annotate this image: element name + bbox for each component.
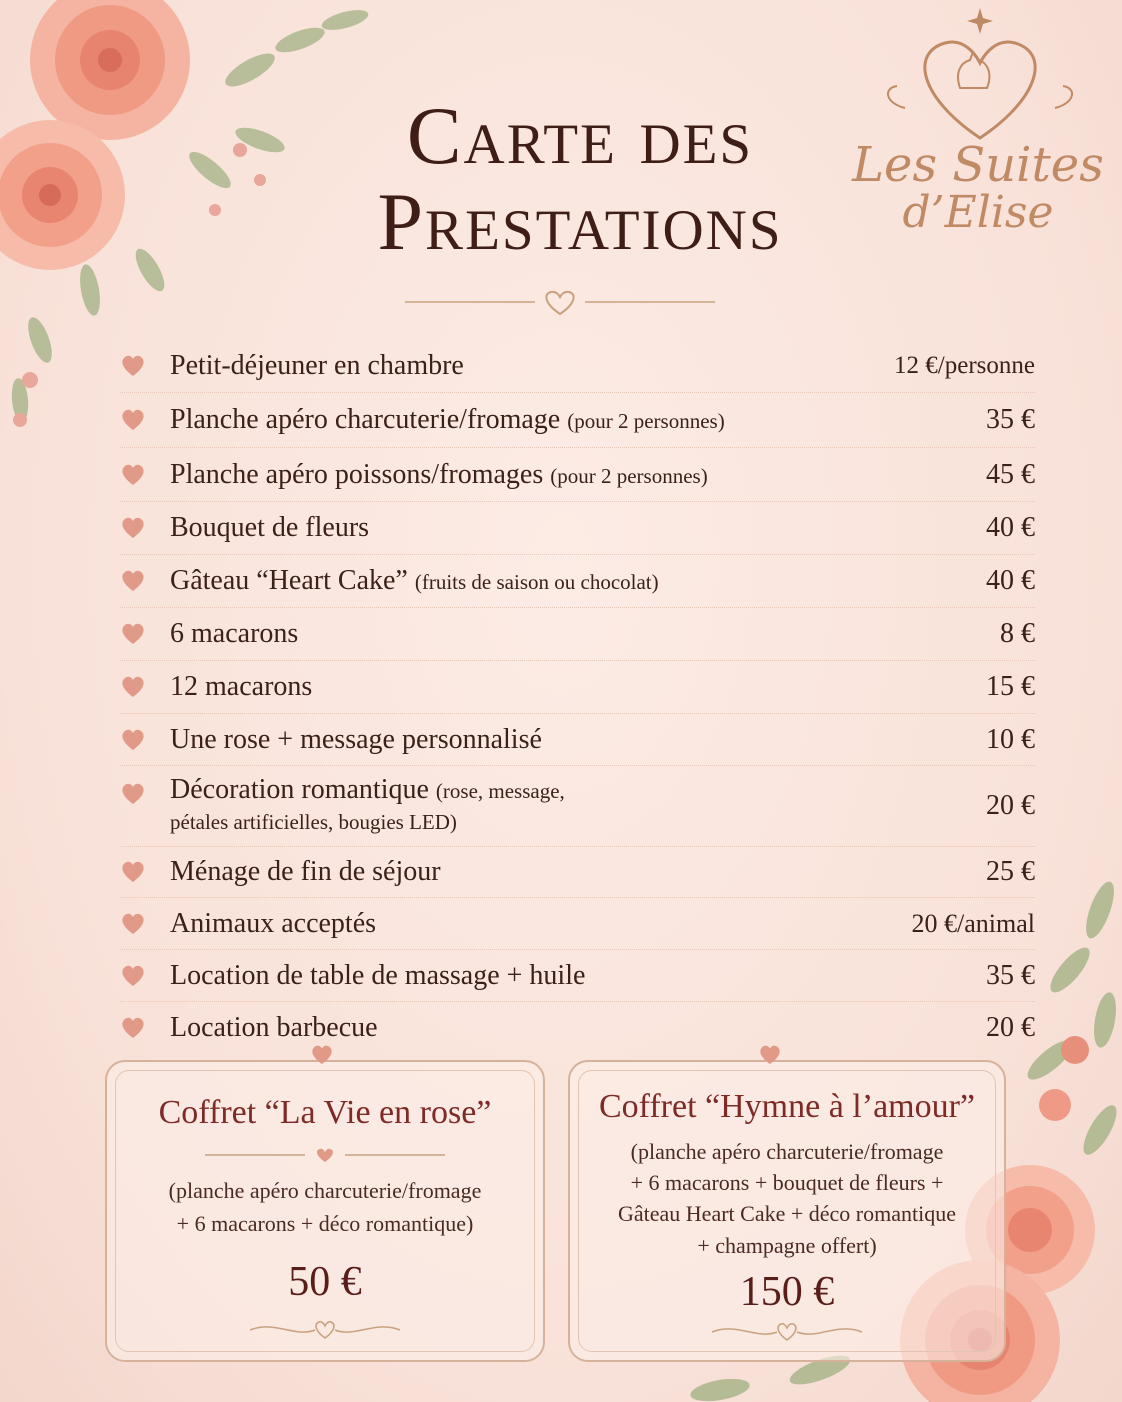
- list-item: [120, 608, 1035, 661]
- item-label: Décoration romantique: [170, 774, 429, 806]
- flourish-heart-icon: [707, 1318, 867, 1344]
- item-note: (fruits de saison ou chocolat): [414, 570, 659, 594]
- item-label: 12 macarons: [170, 671, 313, 702]
- item-note: (pour 2 personnes): [550, 463, 708, 488]
- brand-line-1: Les Suites: [852, 137, 1104, 193]
- heart-bullet-icon: [120, 463, 170, 487]
- item-label: Location de table de massage + huile: [170, 959, 586, 991]
- item-label: Planche apéro poissons/fromages: [170, 458, 544, 490]
- brand-name: [848, 137, 1108, 239]
- heart-bullet-icon: [120, 728, 170, 752]
- item-price: 15 €: [986, 671, 1035, 702]
- package-desc-line: (planche apéro charcuterie/fromage: [168, 1178, 482, 1203]
- heart-bullet-icon: [120, 675, 170, 699]
- item-note: (rose, message,: [435, 779, 565, 804]
- divider-heart-icon: [205, 1146, 445, 1164]
- heart-cat-logo-icon: [875, 8, 1085, 148]
- package-desc-line: + 6 macarons + bouquet de fleurs +: [630, 1170, 944, 1196]
- item-price: 20 €: [986, 1011, 1035, 1043]
- item-price: 12 €/personne: [894, 352, 1035, 379]
- item-price: 8 €: [1000, 618, 1035, 649]
- heart-bullet-icon: [120, 569, 170, 593]
- list-item: [120, 393, 1035, 448]
- list-item: [120, 714, 1035, 766]
- item-price: 20 €: [986, 790, 1035, 821]
- heart-bullet-icon: [120, 354, 170, 378]
- package-desc-line: + champagne offert): [697, 1232, 877, 1258]
- item-label: Location barbecue: [170, 1011, 378, 1043]
- item-price: 40 €: [986, 512, 1035, 543]
- box-top-heart-icon: [758, 1044, 782, 1066]
- item-price: 10 €: [986, 723, 1035, 755]
- list-item: [120, 898, 1035, 950]
- list-item: [120, 1002, 1035, 1053]
- heart-bullet-icon: [120, 516, 170, 540]
- package-title: Coffret “Hymne à l’amour”: [598, 1088, 976, 1125]
- item-price: 35 €: [986, 404, 1035, 435]
- item-label: Gâteau “Heart Cake”: [170, 565, 408, 596]
- page-title: [310, 90, 850, 267]
- list-item: [120, 661, 1035, 714]
- list-item: [120, 847, 1035, 898]
- package-desc-line: Gâteau Heart Cake + déco romantique: [618, 1201, 956, 1227]
- heart-bullet-icon: [120, 622, 170, 646]
- item-label: Animaux acceptés: [170, 907, 377, 939]
- heart-bullet-icon: [120, 408, 170, 432]
- item-label: Ménage de fin de séjour: [170, 856, 441, 887]
- heart-bullet-icon: [120, 912, 170, 936]
- list-item: [120, 502, 1035, 555]
- brand-line-2: d’Elise: [902, 187, 1054, 239]
- item-label: Petit-déjeuner en chambre: [170, 350, 464, 381]
- package-card-la-vie-en-rose: [105, 1060, 545, 1362]
- list-item: [120, 766, 1035, 847]
- title-line-1: Carte des: [406, 90, 754, 181]
- package-title: Coffret “La Vie en rose”: [158, 1094, 492, 1131]
- title-line-2: Prestations: [377, 176, 783, 267]
- heart-bullet-icon: [120, 766, 170, 806]
- item-label: 6 macarons: [170, 618, 299, 649]
- list-item: [120, 340, 1035, 393]
- package-desc-line: (planche apéro charcuterie/fromage: [630, 1139, 944, 1164]
- item-label: Une rose + message personnalisé: [170, 723, 542, 755]
- package-price: 50 €: [288, 1259, 362, 1305]
- list-item: [120, 950, 1035, 1002]
- services-list: [120, 340, 1035, 1053]
- heart-bullet-icon: [120, 964, 170, 988]
- item-price: 35 €: [986, 959, 1035, 991]
- package-price: 150 €: [739, 1269, 835, 1315]
- item-note: (pour 2 personnes): [567, 409, 725, 433]
- item-price: 25 €: [986, 856, 1035, 887]
- item-price: 40 €: [986, 565, 1035, 596]
- list-item: [120, 555, 1035, 608]
- title-divider-heart-icon: [405, 286, 715, 318]
- item-label: Bouquet de fleurs: [170, 512, 370, 543]
- list-item: [120, 448, 1035, 502]
- heart-bullet-icon: [120, 1016, 170, 1040]
- item-label: Planche apéro charcuterie/fromage: [170, 404, 561, 435]
- item-price: 20 €/animal: [911, 908, 1035, 938]
- flourish-heart-icon: [245, 1316, 405, 1342]
- item-note-continued: pétales artificielles, bougies LED): [170, 810, 457, 834]
- package-desc-line: + 6 macarons + déco romantique): [176, 1211, 474, 1236]
- heart-bullet-icon: [120, 860, 170, 884]
- item-price: 45 €: [986, 458, 1035, 490]
- box-top-heart-icon: [310, 1044, 334, 1066]
- package-card-hymne-a-lamour: [568, 1060, 1006, 1362]
